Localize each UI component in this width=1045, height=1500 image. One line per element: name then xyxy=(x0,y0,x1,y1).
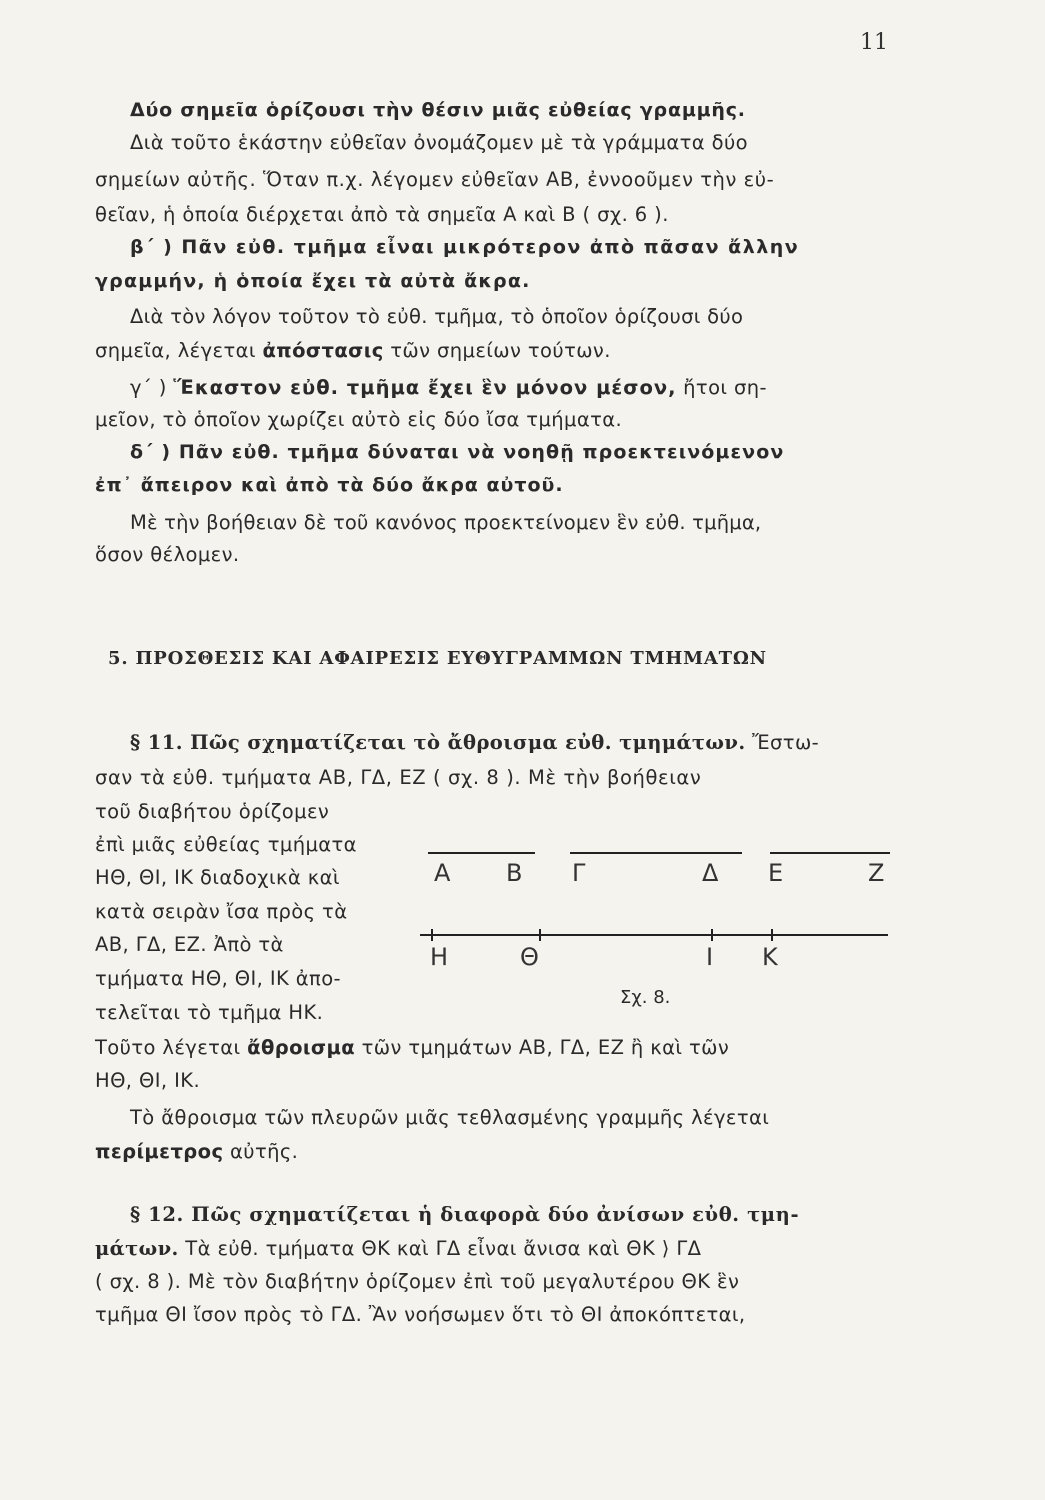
text-line: Διὰ τοῦτο ἑκάστην εὐθεῖαν ὀνομάζομεν μὲ τὰ γράμματα δύο xyxy=(130,131,748,154)
text-span: τῶν σημείων τούτων. xyxy=(383,339,611,362)
text-line: ( σχ. 8 ). Μὲ τὸν διαβήτην ὁρίζομεν ἐπὶ τοῦ μεγαλυτέρου ΘΚ ἓν xyxy=(95,1270,740,1293)
statement-two-points: Δύο σημεῖα ὁρίζουσι τὴν θέσιν μιᾶς εὐθείας γραμμῆς. xyxy=(130,99,746,121)
text-span: Τὰ εὐθ. τμήματα ΘΚ καὶ ΓΔ εἶναι ἄνισα καὶ ΘΚ ⟩ ΓΔ xyxy=(178,1237,702,1260)
paragraph-11-heading xyxy=(130,728,935,758)
text-line xyxy=(95,1137,900,1167)
text-line xyxy=(95,1033,900,1063)
term-meson: Ἕκαστον εὐθ. τμῆμα ἔχει ἓν μόνον μέσον, xyxy=(173,376,677,399)
text-line: Μὲ τὴν βοήθειαν δὲ τοῦ κανόνος προεκτείνομεν ἓν εὐθ. τμῆμα, xyxy=(130,511,762,534)
text-line: τμήματα ΗΘ, ΘΙ, ΙΚ ἀπο- xyxy=(95,967,341,990)
text-line xyxy=(95,1234,900,1264)
text-line: ΑΒ, ΓΔ, ΕΖ. Ἀπὸ τὰ xyxy=(95,933,284,956)
page-number: 11 xyxy=(860,30,888,55)
text-line: τμῆμα ΘΙ ἴσον πρὸς τὸ ΓΔ. Ἂν νοήσωμεν ὅτι τὸ ΘΙ ἀποκόπτεται, xyxy=(95,1303,746,1326)
figure-caption: Σχ. 8. xyxy=(620,987,671,1008)
statement-delta-cont: ἐπ᾽ ἄπειρον καὶ ἀπὸ τὰ δύο ἄκρα αὐτοῦ. xyxy=(95,474,564,496)
statement-gamma xyxy=(130,373,935,403)
text-span: τῶν τμημάτων ΑΒ, ΓΔ, ΕΖ ἢ καὶ τῶν xyxy=(355,1036,730,1059)
label-e: Ε xyxy=(768,859,784,887)
text-line: κατὰ σειρὰν ἴσα πρὸς τὰ xyxy=(95,900,348,923)
text-line: τοῦ διαβήτου ὁρίζομεν xyxy=(95,800,330,823)
sec11-title: § 11. Πῶς σχηματίζεται τὸ ἄθροισμα εὐθ. τμημάτων. xyxy=(130,731,746,754)
text-span: αὐτῆς. xyxy=(223,1140,299,1163)
text-line: ἐπὶ μιᾶς εὐθείας τμήματα xyxy=(95,833,357,856)
label-g: Γ xyxy=(572,859,586,887)
label-i: Ι xyxy=(706,943,714,971)
label-th: Θ xyxy=(520,943,539,971)
term-athroisma: ἄθροισμα xyxy=(247,1036,356,1059)
label-k: Κ xyxy=(762,943,778,971)
text-line: μεῖον, τὸ ὁποῖον χωρίζει αὐτὸ εἰς δύο ἴσα τμήματα. xyxy=(95,408,623,431)
label-h: Η xyxy=(430,943,449,971)
statement-beta-cont: γραμμήν, ἡ ὁποία ἔχει τὰ αὐτὰ ἄκρα. xyxy=(95,270,531,292)
paragraph-12-heading: § 12. Πῶς σχηματίζεται ἡ διαφορὰ δύο ἀνίσων εὐθ. τμη- xyxy=(130,1203,800,1226)
text-line: ΗΘ, ΘΙ, ΙΚ διαδοχικὰ καὶ xyxy=(95,866,340,889)
text-line: σαν τὰ εὐθ. τμήματα ΑΒ, ΓΔ, ΕΖ ( σχ. 8 ). Μὲ τὴν βοήθειαν xyxy=(95,766,702,789)
label-z: Ζ xyxy=(868,859,885,887)
figure-8 xyxy=(420,835,900,1020)
text-span: γ΄ ) xyxy=(130,376,174,399)
text-span: ἤτοι ση- xyxy=(676,376,767,399)
text-line: Διὰ τὸν λόγον τοῦτον τὸ εὐθ. τμῆμα, τὸ ὁποῖον ὁρίζουσι δύο xyxy=(130,305,744,328)
text-line: ὅσον θέλομεν. xyxy=(95,543,240,566)
text-line: θεῖαν, ἡ ὁποία διέρχεται ἀπὸ τὰ σημεῖα Α καὶ Β ( σχ. 6 ). xyxy=(95,203,669,226)
text-line: σημείων αὐτῆς. Ὅταν π.χ. λέγομεν εὐθεῖαν ΑΒ, ἐννοοῦμεν τὴν εὐ- xyxy=(95,168,775,191)
label-d: Δ xyxy=(702,859,719,887)
term-perimetros: περίμετρος xyxy=(95,1140,224,1163)
text-line: τελεῖται τὸ τμῆμα ΗΚ. xyxy=(95,1001,324,1024)
label-b: Β xyxy=(506,859,523,887)
statement-delta: δ΄ ) Πᾶν εὐθ. τμῆμα δύναται νὰ νοηθῇ προεκτεινόμενον xyxy=(130,441,785,463)
text-line: Τὸ ἄθροισμα τῶν πλευρῶν μιᾶς τεθλασμένης γραμμῆς λέγεται xyxy=(130,1106,770,1129)
text-span: σημεῖα, λέγεται xyxy=(95,339,263,362)
text-line xyxy=(95,336,900,366)
term-apostasis: ἀπόστασις xyxy=(262,339,384,362)
label-a: Α xyxy=(434,859,451,887)
text-line: ΗΘ, ΘΙ, ΙΚ. xyxy=(95,1069,201,1092)
text-span: μάτων. xyxy=(95,1237,179,1260)
text-span: Ἔστω- xyxy=(745,731,820,754)
statement-beta: β΄ ) Πᾶν εὐθ. τμῆμα εἶναι μικρότερον ἀπὸ πᾶσαν ἄλλην xyxy=(130,236,800,258)
text-span: Τοῦτο λέγεται xyxy=(95,1036,248,1059)
section-heading: 5. ΠΡΟΣΘΕΣΙΣ ΚΑΙ ΑΦΑΙΡΕΣΙΣ ΕΥΘΥΓΡΑΜΜΩΝ ΤΜΗΜΑΤΩΝ xyxy=(108,648,767,669)
